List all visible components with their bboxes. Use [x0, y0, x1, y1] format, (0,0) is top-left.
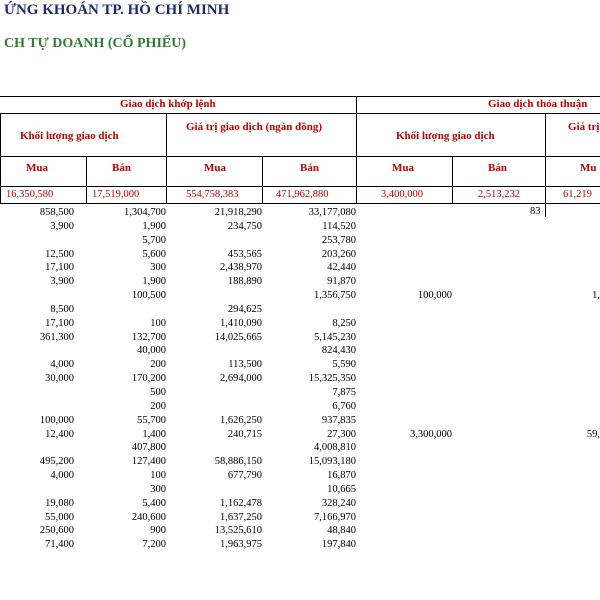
table-cell: 127,400 — [131, 456, 166, 468]
col-line-3 — [166, 113, 167, 203]
group-divider-line — [0, 113, 600, 114]
table-row — [0, 428, 600, 442]
table-cell: 677,790 — [227, 470, 262, 482]
table-cell — [356, 538, 452, 552]
col-line-5 — [356, 96, 357, 203]
group-header-negotiated: Giao dịch thỏa thuận — [488, 98, 588, 110]
table-cell: 100,500 — [131, 290, 166, 302]
table-cell — [0, 386, 74, 400]
table-cell: 361,300 — [39, 331, 74, 343]
table-cell — [452, 358, 545, 372]
stray-value: 83 — [530, 206, 541, 217]
table-cell: 7,166,970 — [314, 511, 356, 523]
table-cell — [545, 400, 600, 414]
table-cell — [166, 483, 262, 497]
totals-divider-line — [0, 203, 600, 204]
table-cell — [356, 303, 452, 317]
col-sell-volume-negotiated: Bán — [488, 162, 507, 174]
table-cell: 27,300 — [327, 428, 356, 440]
table-cell — [356, 317, 452, 331]
table-cell — [166, 386, 262, 400]
table-cell: 114,520 — [322, 220, 356, 232]
table-cell: 8,500 — [50, 303, 74, 315]
table-cell: 4,008,810 — [314, 442, 356, 454]
report-title: ỨNG KHOÁN TP. HỒ CHÍ MINH — [4, 2, 230, 18]
table-cell — [452, 386, 545, 400]
table-cell: 1,304,700 — [124, 207, 166, 218]
table-cell — [0, 483, 74, 497]
table-cell — [545, 469, 600, 483]
table-cell — [452, 483, 545, 497]
table-cell: 200 — [150, 400, 166, 412]
total-buy-volume-negotiated: 3,400,000 — [381, 189, 423, 200]
table-cell: 10,665 — [327, 483, 356, 495]
table-cell — [452, 414, 545, 428]
table-row — [0, 220, 600, 234]
table-cell: 3,900 — [50, 220, 74, 232]
volume-header-negotiated: Khối lượng giao dịch — [396, 130, 495, 142]
table-cell: 7,875 — [332, 386, 356, 398]
table-cell — [545, 455, 600, 469]
table-cell — [356, 441, 452, 455]
table-cell — [545, 538, 600, 552]
table-cell — [545, 511, 600, 525]
table-cell: 240,600 — [131, 511, 166, 523]
table-top-border — [0, 96, 600, 97]
table-cell — [0, 289, 74, 303]
table-cell: 170,200 — [131, 373, 166, 385]
table-row — [0, 483, 600, 497]
table-cell: 30,000 — [45, 373, 74, 385]
table-cell — [452, 400, 545, 414]
table-cell: 1,963,975 — [220, 539, 262, 551]
table-row — [0, 538, 600, 552]
table-cell: 17,100 — [45, 317, 74, 329]
table-cell: 19,080 — [45, 497, 74, 509]
table-cell — [545, 483, 600, 497]
table-cell: 294,625 — [227, 303, 262, 315]
subheader-divider-line — [0, 156, 600, 157]
table-cell: 5,700 — [142, 234, 166, 246]
table-cell — [356, 206, 452, 220]
table-cell: 12,400 — [45, 428, 74, 440]
table-cell: 15,093,180 — [308, 456, 356, 468]
table-cell — [452, 289, 545, 303]
table-cell: 1,410,090 — [220, 317, 262, 329]
table-cell: 71,400 — [45, 539, 74, 551]
table-cell — [452, 497, 545, 511]
table-row — [0, 386, 600, 400]
table-cell: 824,430 — [321, 345, 356, 357]
table-cell — [356, 386, 452, 400]
table-cell — [74, 303, 166, 317]
table-cell: 113,500 — [228, 359, 262, 371]
table-cell — [452, 524, 545, 538]
table-cell — [452, 303, 545, 317]
table-cell: 15,325,350 — [308, 373, 356, 385]
table-cell — [356, 344, 452, 358]
table-cell — [545, 248, 600, 262]
table-cell — [452, 469, 545, 483]
group-header-matched: Giao dịch khớp lệnh — [120, 98, 216, 110]
table-cell — [166, 289, 262, 303]
table-cell: 203,260 — [321, 248, 356, 260]
table-cell — [452, 441, 545, 455]
table-cell: 453,565 — [227, 248, 262, 260]
table-cell — [356, 275, 452, 289]
col-line-6 — [452, 156, 453, 203]
table-row — [0, 206, 600, 220]
table-cell: 17,100 — [45, 262, 74, 274]
table-cell: 55,000 — [45, 511, 74, 523]
table-cell — [356, 358, 452, 372]
table-cell: 5,600 — [142, 248, 166, 260]
table-row — [0, 469, 600, 483]
table-cell — [545, 524, 600, 538]
table-cell: 16,870 — [327, 470, 356, 482]
total-sell-volume-negotiated: 2,513,232 — [478, 189, 520, 200]
table-cell — [452, 428, 545, 442]
table-cell — [545, 220, 600, 234]
table-cell: 13,525,610 — [214, 525, 262, 537]
table-cell: 900 — [150, 525, 166, 537]
table-cell: 937,835 — [321, 414, 356, 426]
table-cell: 2,694,000 — [220, 373, 262, 385]
table-cell: 100 — [150, 317, 166, 329]
table-cell — [166, 344, 262, 358]
table-cell — [452, 331, 545, 345]
table-cell — [356, 483, 452, 497]
total-buy-volume: 16,350,580 — [6, 189, 54, 200]
table-cell: 12,500 — [45, 248, 74, 260]
table-cell — [452, 538, 545, 552]
col-buy-volume: Mua — [26, 162, 48, 174]
table-cell — [452, 372, 545, 386]
data-table — [0, 206, 600, 552]
table-cell — [545, 497, 600, 511]
table-cell — [356, 400, 452, 414]
col-line-2 — [86, 156, 87, 203]
table-cell — [166, 400, 262, 414]
table-cell: 1,626,250 — [220, 414, 262, 426]
table-cell — [0, 234, 74, 248]
table-cell: 197,840 — [321, 539, 356, 551]
table-row — [0, 400, 600, 414]
table-cell: 250,600 — [39, 525, 74, 537]
table-cell: 2,438,970 — [220, 262, 262, 274]
table-cell: 100,000 — [39, 414, 74, 426]
total-sell-volume: 17,519,000 — [92, 189, 140, 200]
table-cell — [356, 331, 452, 345]
table-cell: 495,200 — [39, 456, 74, 468]
table-cell — [545, 261, 600, 275]
table-cell — [545, 441, 600, 455]
table-cell: 58,886,150 — [214, 456, 262, 468]
table-row — [0, 414, 600, 428]
table-cell — [0, 400, 74, 414]
table-cell — [356, 497, 452, 511]
table-cell: 40,000 — [137, 345, 166, 357]
col-buy-value: Mua — [204, 162, 226, 174]
table-cell — [545, 372, 600, 386]
table-cell: 5,590 — [332, 359, 356, 371]
table-cell: 14,025,665 — [214, 331, 262, 343]
table-cell — [545, 206, 600, 220]
table-row — [0, 234, 600, 248]
col-sell-value: Bán — [300, 162, 319, 174]
table-row — [0, 511, 600, 525]
col-buy-volume-negotiated: Mua — [392, 162, 414, 174]
table-cell: 188,890 — [227, 276, 262, 288]
value-header-negotiated: Giá trị — [568, 121, 600, 133]
table-cell: 300 — [150, 483, 166, 495]
table-cell: 91,870 — [327, 276, 356, 288]
table-cell — [356, 455, 452, 469]
total-buy-value-negotiated: 61,219 — [563, 189, 592, 200]
table-cell: 33,177,080 — [308, 207, 356, 218]
table-cell — [166, 234, 262, 248]
table-cell: 59, — [586, 428, 600, 440]
table-cell: 5,400 — [142, 497, 166, 509]
table-row — [0, 358, 600, 372]
table-cell: 500 — [150, 386, 166, 398]
table-cell: 5,145,230 — [314, 331, 356, 343]
table-cell — [452, 344, 545, 358]
col-buy-value-negotiated: Mu — [580, 162, 597, 174]
table-row — [0, 441, 600, 455]
table-cell — [356, 248, 452, 262]
table-cell: 1,356,750 — [314, 290, 356, 302]
table-cell — [452, 455, 545, 469]
table-cell — [452, 234, 545, 248]
table-cell: 407,800 — [131, 442, 166, 454]
report-subtitle: CH TỰ DOANH (CỔ PHIẾU) — [4, 36, 186, 51]
table-cell — [356, 372, 452, 386]
table-cell: 6,760 — [332, 400, 356, 412]
table-row — [0, 248, 600, 262]
table-cell: 42,440 — [327, 262, 356, 274]
table-cell — [262, 303, 356, 317]
table-cell: 132,700 — [131, 331, 166, 343]
table-cell — [452, 317, 545, 331]
table-cell: 3,900 — [50, 276, 74, 288]
table-cell — [452, 248, 545, 262]
table-cell: 1, — [592, 290, 600, 302]
col-line-7 — [545, 113, 546, 203]
total-sell-value: 471,962,880 — [276, 189, 329, 200]
total-buy-value: 554,758,383 — [186, 189, 239, 200]
table-row — [0, 289, 600, 303]
table-cell: 48,840 — [327, 525, 356, 537]
table-cell — [545, 331, 600, 345]
table-cell — [452, 275, 545, 289]
table-row — [0, 455, 600, 469]
table-cell — [356, 234, 452, 248]
table-cell — [356, 261, 452, 275]
table-cell: 55,700 — [137, 414, 166, 426]
col-sell-volume: Bán — [112, 162, 131, 174]
table-row — [0, 497, 600, 511]
table-cell: 253,780 — [321, 234, 356, 246]
table-cell — [0, 441, 74, 455]
table-cell: 1,400 — [142, 428, 166, 440]
table-cell — [545, 414, 600, 428]
volume-header-matched: Khối lượng giao dịch — [20, 130, 119, 142]
col-line-1 — [0, 113, 1, 203]
table-cell — [545, 358, 600, 372]
table-cell: 234,750 — [227, 220, 262, 232]
table-row — [0, 524, 600, 538]
table-cell — [545, 275, 600, 289]
table-cell: 100 — [150, 470, 166, 482]
table-cell: 1,637,250 — [220, 511, 262, 523]
table-cell: 1,900 — [142, 220, 166, 232]
table-cell: 1,900 — [142, 276, 166, 288]
table-cell — [545, 317, 600, 331]
table-row — [0, 372, 600, 386]
table-cell: 200 — [150, 359, 166, 371]
table-cell: 858,500 — [39, 207, 74, 218]
table-cell — [0, 344, 74, 358]
table-cell: 4,000 — [50, 470, 74, 482]
table-row — [0, 317, 600, 331]
table-cell — [356, 524, 452, 538]
table-cell — [452, 511, 545, 525]
table-row — [0, 275, 600, 289]
table-row — [0, 303, 600, 317]
table-cell — [356, 511, 452, 525]
table-row — [0, 261, 600, 275]
table-cell: 4,000 — [50, 359, 74, 371]
table-cell — [545, 386, 600, 400]
table-cell — [545, 234, 600, 248]
table-cell: 21,918,290 — [214, 207, 262, 218]
table-cell: 7,200 — [142, 539, 166, 551]
table-cell: 300 — [150, 262, 166, 274]
table-cell — [452, 220, 545, 234]
table-cell: 100,000 — [417, 290, 452, 302]
col-line-4 — [262, 156, 263, 203]
table-cell — [452, 261, 545, 275]
table-row — [0, 331, 600, 345]
table-cell: 1,162,478 — [220, 497, 262, 509]
value-header-matched: Giá trị giao dịch (ngàn đồng) — [186, 121, 322, 133]
column-label-divider-line — [0, 186, 600, 187]
table-cell: 3,300,000 — [410, 428, 452, 440]
table-cell — [356, 469, 452, 483]
table-row — [0, 344, 600, 358]
table-cell — [545, 303, 600, 317]
table-cell — [545, 344, 600, 358]
table-cell: 240,715 — [227, 428, 262, 440]
table-cell — [452, 206, 545, 220]
table-cell — [356, 414, 452, 428]
table-cell — [166, 441, 262, 455]
table-cell — [356, 220, 452, 234]
table-cell: 8,250 — [332, 317, 356, 329]
table-cell: 328,240 — [321, 497, 356, 509]
